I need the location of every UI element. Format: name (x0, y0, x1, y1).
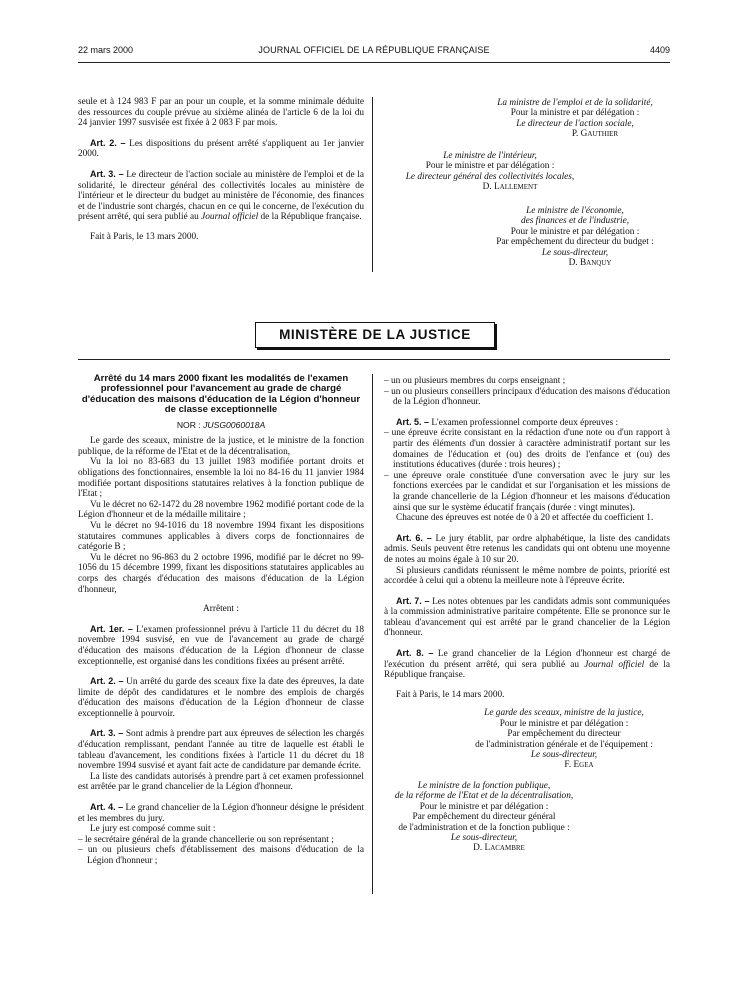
article-6 (384, 533, 670, 566)
column-divider (372, 97, 373, 272)
signature-block (455, 206, 695, 268)
list-item: – une épreuve écrite consistant en la rédaction d'une note ou d'un rapport à partir des éléments d'un dossier à caractère administratif portant sur les domaines de l'éducation et (ou) des droits de l'enfance et (ou) des institutions éducatives (durée : trois heures) ; (384, 428, 670, 471)
article-text: Un arrêté du garde des sceaux fixe la date des épreuves, la date limite de dépôt des candidatures et le nombre des emplois de chargés d'éducation des maisons d'éducation de la Légion d'honneur de classe exceptionnelle à pourvoir. (78, 677, 364, 719)
article-text: Les dispositions du présent arrêté s'appliquent au 1er janvier 2000. (78, 138, 364, 160)
signature-block (364, 781, 604, 854)
list-item: – un ou plusieurs chefs d'établissement des maisons d'éducation de la Légion d'honneur ; (78, 845, 364, 866)
article-4 (78, 802, 364, 824)
list-item: – un ou plusieurs conseillers principaux d'éducation des maisons d'éducation de la Légion d'honneur. (384, 386, 670, 408)
page-header (78, 45, 670, 59)
preamble-paragraph: Vu la loi no 83-683 du 13 juillet 1983 modifiée portant droits et obligations des fonctionnaires, ensemble la loi no 84-16 du 11 janvier 1984 modifiée portant dispositions statutaires relatives à la fonction publique de l'Etat ; (78, 457, 364, 500)
article-text: Le directeur de l'action sociale au ministère de l'emploi et de la solidarité, le directeur général des collectivités locales au ministère de l'intérieur et le directeur du budget au ministère de l'économie, des finances et de l'industrie sont chargés, chacun en ce qui le concerne, de l'exécution du présent arrêté, qui sera publié au (78, 169, 364, 223)
article-text: Les notes obtenues par les candidats admis sont communiquées à la commission administrative paritaire compétente. Elle se prononce sur le tableau d'avancement qui est arrêté par le grand chancelier de la Légion d'honneur. (384, 596, 670, 639)
signature-line: Par empêchement du directeur général (412, 812, 556, 823)
signatory-name: D. Lacambre (473, 843, 525, 854)
signatory-name: F. Egea (564, 760, 594, 771)
article-2-prev (78, 138, 364, 160)
article-label: Art. 1er. – (90, 623, 133, 634)
signatory-name: D. Lallement (482, 182, 538, 193)
signatory-name: D. Banquy (568, 258, 612, 269)
header-date: 22 mars 2000 (78, 45, 134, 55)
nor-reference (78, 420, 364, 431)
article-text: Le grand chancelier de la Légion d'honneur est chargé de l'exécution du présent arrêté, qui sera publié au (384, 649, 670, 670)
article-label: Art. 2. – (90, 676, 124, 687)
article-text: de la République française. (258, 212, 362, 223)
list-item: – un ou plusieurs membres du corps enseignant ; (384, 376, 566, 386)
top-left-column (78, 97, 364, 243)
article-label: Art. 8. – (396, 648, 434, 659)
preamble-paragraph: Vu le décret no 94-1016 du 18 novembre 1994 fixant les dispositions statutaires communes applicables à divers corps de fonctionnaires de catégorie B ; (78, 520, 364, 553)
signatory-role: Le directeur général des collectivités locales, (405, 171, 575, 182)
article-3 (78, 728, 364, 771)
article-1 (78, 624, 364, 667)
signature-line: de l'administration et de la fonction publique : (398, 822, 570, 833)
article-text: de la République française. (384, 659, 670, 681)
article-4-paragraph: Le jury est composé comme suit : (90, 824, 216, 835)
article-5-paragraph: Chacune des épreuves est notée de 0 à 20 et affectée du coefficient 1. (396, 513, 654, 524)
ministry-heading: MINISTÈRE DE LA JUSTICE (255, 322, 495, 348)
signatory-title: de la réforme de l'Etat et de la décentralisation, (394, 791, 574, 802)
signatory-role: Le directeur de l'action sociale, (516, 118, 634, 129)
article-label: Art. 2. – (90, 137, 126, 148)
signature-block (460, 98, 690, 140)
nor-code: JUSG0060018A (203, 419, 266, 430)
signatory-role: Le sous-directeur, (541, 247, 609, 258)
article-label: Art. 7. – (396, 595, 430, 606)
signature-line: Pour la ministre et par délégation : (510, 108, 640, 119)
article-5 (384, 417, 670, 429)
signature-line: Pour le ministre et par délégation : (419, 801, 549, 812)
fait-a-paris: Fait à Paris, le 13 mars 2000. (90, 231, 199, 242)
signatory-title: Le garde des sceaux, ministre de la justice, (484, 708, 644, 719)
article-text: Sont admis à prendre part aux épreuves de sélection les chargés d'éducation remplissant, pendant l'année au titre de laquelle est établi le tableau d'avancement, les conditions fixées à l'article 11 du décret du 18 novembre 1994 susvisé et ayant fait acte de candidature par demande écrite. (78, 729, 364, 772)
signature-line: Pour le ministre et par délégation : (425, 161, 555, 172)
header-title: JOURNAL OFFICIEL DE LA RÉPUBLIQUE FRANÇAISE (258, 45, 490, 55)
header-rule (78, 62, 670, 63)
bottom-left-column (78, 374, 364, 867)
preamble-paragraph: Vu le décret no 62-1472 du 28 novembre 1962 modifié portant code de la Légion d'honneur et de la médaille militaire ; (78, 499, 364, 521)
signatory-title: des finances et de l'industrie, (520, 216, 630, 227)
fait-a-paris: Fait à Paris, le 14 mars 2000. (396, 689, 505, 700)
signatory-title: Le ministre de l'économie, (526, 206, 624, 216)
article-3-prev (78, 169, 364, 223)
signatory-name: P. Gauthier (571, 129, 619, 140)
bottom-right-column (384, 376, 670, 854)
signature-line: Par empêchement du directeur du budget : (496, 237, 654, 248)
article-7 (384, 596, 670, 639)
article-3-paragraph: La liste des candidats autorisés à prendre part à cet examen professionnel est arrêtée par le grand chancelier de la Légion d'honneur. (78, 771, 364, 793)
decree-title: Arrêté du 14 mars 2000 fixant les modalités de l'examen professionnel pour l'avancement au grade de chargé d'éducation des maisons d'éducation de la Légion d'honneur de classe exceptionnelle (81, 373, 361, 416)
nor-label: NOR : (176, 419, 204, 430)
signatory-role: Le sous-directeur, (530, 750, 598, 761)
article-8 (384, 648, 670, 681)
preamble-paragraph: Le garde des sceaux, ministre de la justice, et le ministre de la fonction publique, de la réforme de l'Etat et de la décentralisation, (78, 436, 364, 457)
journal-name: Journal officiel (584, 659, 645, 670)
preamble-paragraph: Vu le décret no 96-863 du 2 octobre 1996, modifié par le décret no 99-1056 du 15 décembre 1999, fixant les dispositions statutaires applicables au corps des chargés d'éducation des maisons d'éducation de la Légion d'honneur, (78, 552, 364, 595)
list-item: – une épreuve orale constituée d'une conversation avec le jury sur les fonctions exercées par le candidat et sur l'organisation et les missions de la grande chancellerie de la Légion d'honneur et les maisons d'éducation ainsi que sur le système éducatif français (durée : vingt minutes). (384, 470, 670, 513)
article-text: Le jury établit, par ordre alphabétique, la liste des candidats admis. Seuls peuvent être retenus les candidats qui ont obtenu une moyenne de notes au moins égale à 10 sur 20. (384, 533, 671, 565)
signatory-title: La ministre de l'emploi et de la solidarité, (497, 98, 653, 108)
list-item: – le secrétaire général de la grande chancellerie ou son représentant ; (78, 834, 334, 845)
signature-line: Pour le ministre et par délégation : (499, 718, 629, 729)
signature-block (380, 151, 600, 193)
section-rule (78, 359, 670, 360)
signature-line: Pour le ministre et par délégation : (510, 226, 640, 237)
article-label: Art. 4. – (90, 802, 124, 813)
signature-line: Par empêchement du directeur (507, 729, 621, 740)
signatory-title: Le ministre de l'intérieur, (443, 151, 537, 161)
article-2 (78, 676, 364, 719)
article-text: L'examen professionnel comporte deux épreuves : (429, 417, 619, 428)
signature-block (444, 708, 684, 770)
article-6-paragraph: Si plusieurs candidats réunissent le même nombre de points, priorité est accordée à celui qui a obtenu la meilleure note à l'épreuve écrite. (384, 565, 670, 587)
article-label: Art. 5. – (396, 416, 430, 427)
article-label: Art. 3. – (90, 168, 124, 179)
article-text: L'examen professionnel prévu à l'article 11 du décret du 18 novembre 1994 susvisé, en vue de l'avancement au grade de chargé d'éducation des maisons d'éducation de la Légion d'honneur de classe exceptionnelle, est organisé dans les conditions fixées au présent arrêté. (78, 624, 364, 667)
signatory-title: Le ministre de la fonction publique, (417, 780, 551, 791)
article-text: Le grand chancelier de la Légion d'honneur désigne le président et les membres du jury. (78, 803, 365, 824)
continuation-paragraph: seule et à 124 983 F par an pour un couple, et la somme minimale déduite des ressources du couple prévue au sixième alinéa de l'article 6 de la loi du 24 janvier 1997 susvisée est fixée à 2 083 F par mois. (78, 97, 364, 129)
signature-line: de l'administration générale et de l'équipement : (475, 739, 653, 750)
header-page-number: 4409 (649, 45, 670, 55)
article-label: Art. 3. – (90, 728, 124, 739)
signatory-role: Le sous-directeur, (450, 832, 518, 843)
journal-name: Journal officiel (201, 212, 259, 223)
arretent: Arrêtent : (203, 604, 239, 615)
article-label: Art. 6. – (396, 532, 432, 543)
